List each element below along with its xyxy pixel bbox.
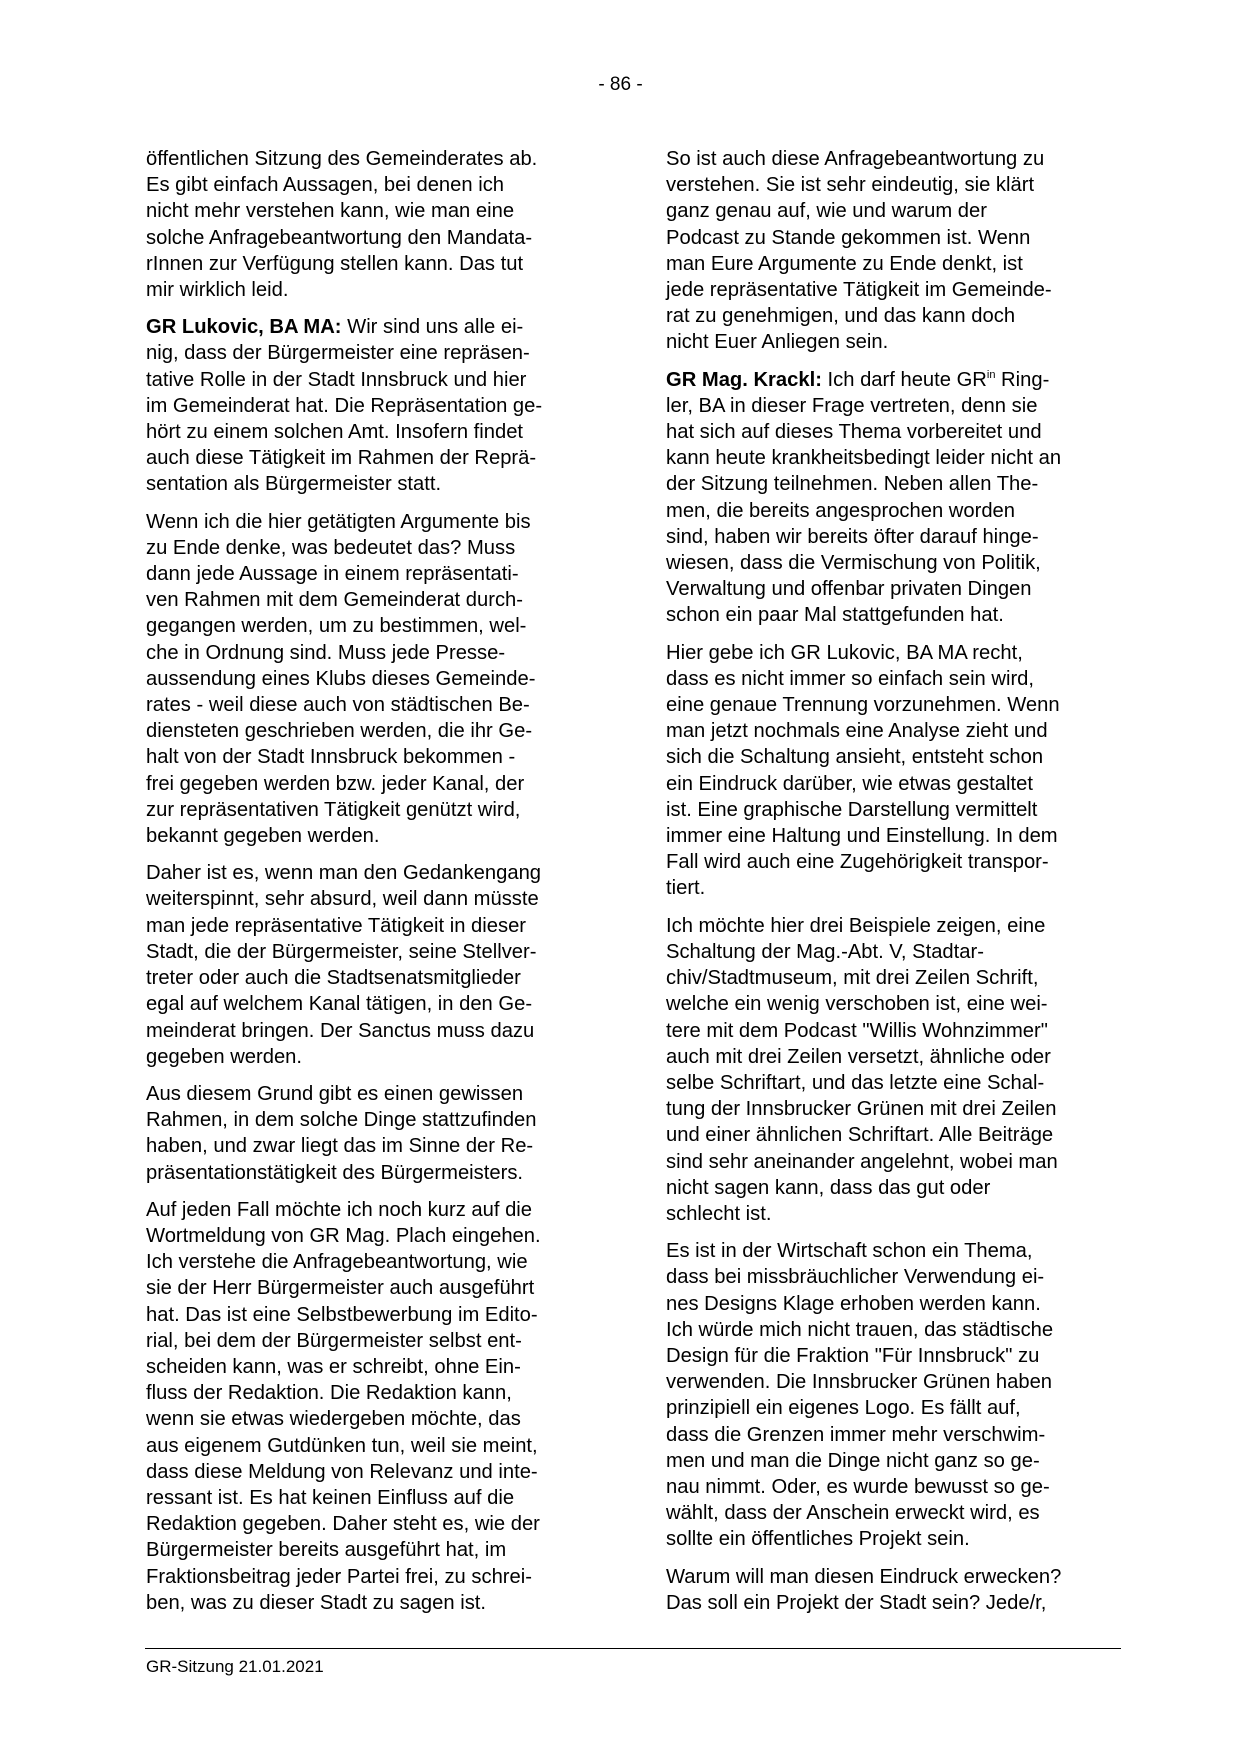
paragraph: Hier gebe ich GR Lukovic, BA MA recht, dass es nicht immer so einfach sein wird, eine genaue Trennung vorzunehmen. Wenn man jetzt nochmals eine Analyse zieht und sich die Schaltung ansieht, entsteht schon ein Eindruck darüber, wie etwas gestaltet ist. Eine graphische Darstellung vermittelt immer eine Haltung und Einstellung. In dem Fall wird auch eine Zugehörigkeit transpor- tiert. [666, 641, 1060, 900]
speech-text-continued: Ring- ler, BA in dieser Frage vertreten, denn sie hat sich auf dieses Thema vorbereitet und kann heute krankheitsbedingt leider nicht an der Sitzung teilnehmen. Neben allen The- men, die bereits angesprochen worden sind, haben wir bereits öfter darauf hinge- wiesen, dass die Vermischung von Politik, Verwaltung und offenbar privaten Dingen schon ein paar Mal stattgefunden hat. [666, 368, 1062, 627]
paragraph: öffentlichen Sitzung des Gemeinderates ab. Es gibt einfach Aussagen, bei denen ich nicht mehr verstehen kann, wie man eine solche Anfragebeantwortung den Mandata- rInnen zur Verfügung stellen kann. Das tut mir wirklich leid. [146, 148, 538, 302]
paragraph: Daher ist es, wenn man den Gedankengang weiterspinnt, sehr absurd, weil dann müsste man jede repräsentative Tätigkeit in dieser Stadt, die der Bürgermeister, seine Stellver- treter oder auch die Stadtsenatsmitglieder egal auf welchem Kanal tätigen, in den Ge- meinderat bringen. Der Sanctus muss dazu gegeben werden. [146, 862, 542, 1068]
speech-paragraph [146, 314, 601, 497]
speech-paragraph [666, 367, 1121, 629]
superscript: in [986, 368, 996, 381]
speech-text: Wir sind uns alle ei- nig, dass der Bürgermeister eine repräsen- tative Rolle in der Stadt Innsbruck und hier im Gemeinderat hat. Die Repräsentation ge- hört zu einem solchen Amt. Insofern findet auch diese Tätigkeit im Rahmen der Reprä- sentation als Bürgermeister statt. [146, 316, 543, 496]
speaker-name: GR Lukovic, BA MA: [146, 316, 342, 339]
paragraph: Aus diesem Grund gibt es einen gewissen Rahmen, in dem solche Dinge stattzufinden haben, und zwar liegt das im Sinne der Re- präsentationstätigkeit des Bürgermeisters. [146, 1082, 537, 1184]
left-column [146, 146, 601, 1627]
page-number: - 86 - [598, 74, 643, 95]
paragraph: Ich möchte hier drei Beispiele zeigen, eine Schaltung der Mag.-Abt. V, Stadtar- chiv/Stadtmuseum, mit drei Zeilen Schrift, welche ein wenig verschoben ist, eine wei- tere mit dem Podcast "Willis Wohnzimmer" auch mit drei Zeilen versetzt, ähnliche oder selbe Schriftart, und das letzte eine Schal- tung der Innsbrucker Grünen mit drei Zeilen und einer ähnlichen Schriftart. Alle Beiträge sind sehr aneinander angelehnt, wobei man nicht sagen kann, dass das gut oder schlecht ist. [666, 914, 1058, 1225]
paragraph: So ist auch diese Anfragebeantwortung zu verstehen. Sie ist sehr eindeutig, sie klärt ganz genau auf, wie und warum der Podcast zu Stande gekommen ist. Wenn man Eure Argumente zu Ende denkt, ist jede repräsentative Tätigkeit im Gemeinde- rat zu genehmigen, und das kann doch nicht Euer Anliegen sein. [666, 148, 1052, 354]
footer-divider [145, 1648, 1121, 1649]
paragraph: Es ist in der Wirtschaft schon ein Thema, dass bei missbräuchlicher Verwendung ei- nes Designs Klage erhoben werden kann. Ich würde mich nicht trauen, das städtische Design für die Fraktion "Für Innsbruck" zu verwenden. Die Innsbrucker Grünen haben prinzipiell ein eigenes Logo. Es fällt auf, dass die Grenzen immer mehr verschwim- men und man die Dinge nicht ganz so ge- nau nimmt. Oder, es wurde bewusst so ge- wählt, dass der Anschein erweckt wird, es sollte ein öffentliches Projekt sein. [666, 1240, 1054, 1551]
right-column [666, 146, 1121, 1627]
speech-text: Ich darf heute GR [821, 368, 987, 391]
paragraph: Warum will man diesen Eindruck erwecken? Das soll ein Projekt der Stadt sein? Jede/r, [666, 1565, 1062, 1614]
paragraph: Wenn ich die hier getätigten Argumente bis zu Ende denke, was bedeutet das? Muss dann jede Aussage in einem repräsentati- ven Rahmen mit dem Gemeinderat durch- gegangen werden, um zu bestimmen, wel- che in Ordnung sind. Muss jede Presse- aussendung eines Klubs dieses Gemeinde- rates - weil diese auch von städtischen Be- diensteten geschrieben werden, die ihr Ge- halt von der Stadt Innsbruck bekommen - frei gegeben werden bzw. jeder Kanal, der zur repräsentativen Tätigkeit genützt wird, bekannt gegeben werden. [146, 510, 536, 848]
footer-text: GR-Sitzung 21.01.2021 [146, 1657, 324, 1676]
speaker-name: GR Mag. Krackl: [666, 368, 822, 391]
paragraph: Auf jeden Fall möchte ich noch kurz auf die Wortmeldung von GR Mag. Plach eingehen. Ich verstehe die Anfragebeantwortung, wie sie der Herr Bürgermeister auch ausgeführt hat. Das ist eine Selbstbewerbung im Edito- rial, bei dem der Bürgermeister selbst ent- scheiden kann, was er schreibt, ohne Ein- fluss der Redaktion. Die Redaktion kann, wenn sie etwas wiedergeben möchte, das aus eigenem Gutdünken tun, weil sie meint, dass diese Meldung von Relevanz und inte- ressant ist. Es hat keinen Einfluss auf die Redaktion gegeben. Daher steht es, wie der Bürgermeister bereits ausgeführt hat, im Fraktionsbeitrag jeder Partei frei, zu schrei- ben, was zu dieser Stadt zu sagen ist. [146, 1198, 541, 1614]
